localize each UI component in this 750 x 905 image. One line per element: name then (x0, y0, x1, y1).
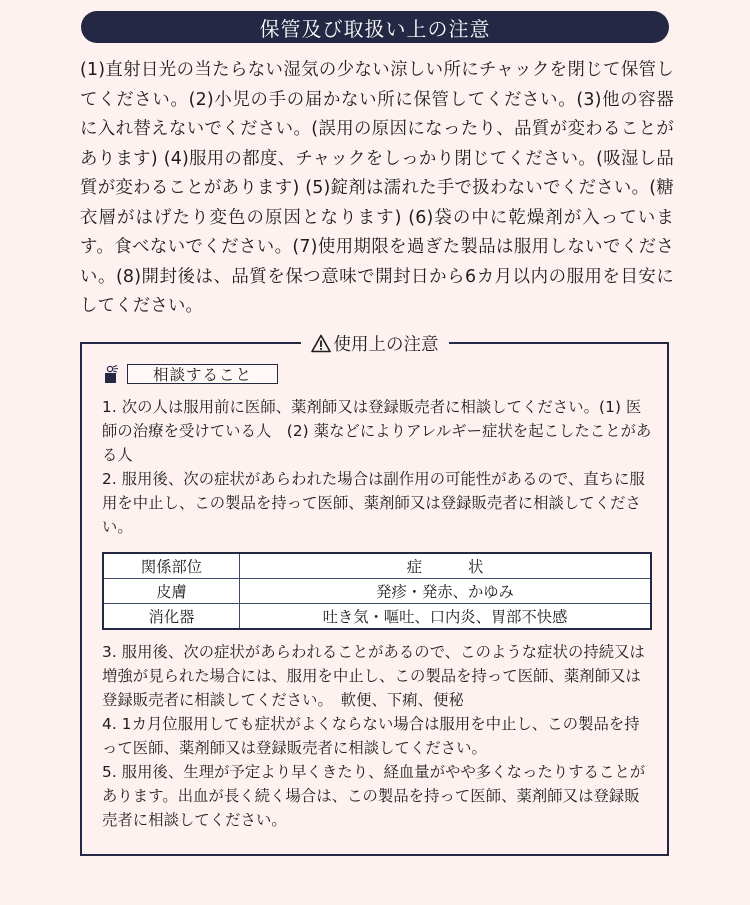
caution-item-4: 4. 1カ月位服用しても症状がよくならない場合は服用を中止し、この製品を持って医師、薬剤師又は登録販売者に相談してください。 (102, 715, 640, 757)
table-header-cell: 症 状 (240, 553, 652, 579)
caution-item-2: 2. 服用後、次の症状があらわれた場合は副作用の可能性があるので、直ちに服用を中止し、この製品を持って医師、薬剤師又は登録販売者に相談してください。 (102, 470, 645, 536)
section-title: 保管及び取扱い上の注意 (259, 16, 491, 41)
usage-caution-box (80, 335, 669, 856)
consult-person-icon (104, 365, 119, 383)
caution-item-1: 1. 次の人は服用前に医師、薬剤師又は登録販売者に相談してください。(1) 医師の治療を受けている人 (2) 薬などによりアレルギー症状を起こしたことがある人 (102, 398, 652, 464)
caution-heading (301, 331, 449, 356)
symptom-table (102, 552, 652, 630)
consult-label: 相談すること (127, 364, 278, 384)
table-cell: 皮膚 (103, 579, 240, 604)
caution-item-5: 5. 服用後、生理が予定より早くきたり、経血量がやや多くなったりすることがあります。出血が長く続く場合は、この製品を持って医師、薬剤師又は登録販売者に相談してください。 (102, 763, 646, 829)
caution-title-text: 使用上の注意 (333, 335, 439, 355)
consult-heading-row (104, 364, 278, 384)
storage-instructions: (1)直射日光の当たらない湿気の少ない涼しい所にチャックを閉じて保管してください。(2)小児の手の届かない所に保管してください。(3)他の容器に入れ替えないでください。(誤用の原因になったり、品質が変わることがあります) (4)服用の都度、チャックをしっかり閉じてください。(吸湿し品質が変わることがあります) (5)錠剤は濡れた手で扱わないでください。(糖衣層がはげたり変色の原因となります) (6)袋の中に乾燥剤が入っています。食べないでください。(7)使用期限を過ぎた製品は服用しないでください。(8)開封後は、品質を保つ意味で開封日から6カ月以内の服用を目安にしてください。 (80, 60, 674, 316)
caution-item-3: 3. 服用後、次の症状があらわれることがあるので、このような症状の持続又は増強が見られた場合には、服用を中止し、この製品を持って医師、薬剤師又は登録販売者に相談してください。 軟便、下痢、便秘 (102, 643, 645, 709)
table-cell: 吐き気・嘔吐、口内炎、胃部不快感 (240, 604, 652, 630)
table-header-row (103, 553, 651, 579)
table-header-cell: 関係部位 (103, 553, 240, 579)
table-cell: 消化器 (103, 604, 240, 630)
section-header (81, 11, 669, 43)
warning-triangle-icon (311, 334, 331, 353)
table-cell: 発疹・発赤、かゆみ (240, 579, 652, 604)
table-row (103, 579, 651, 604)
table-row (103, 604, 651, 630)
